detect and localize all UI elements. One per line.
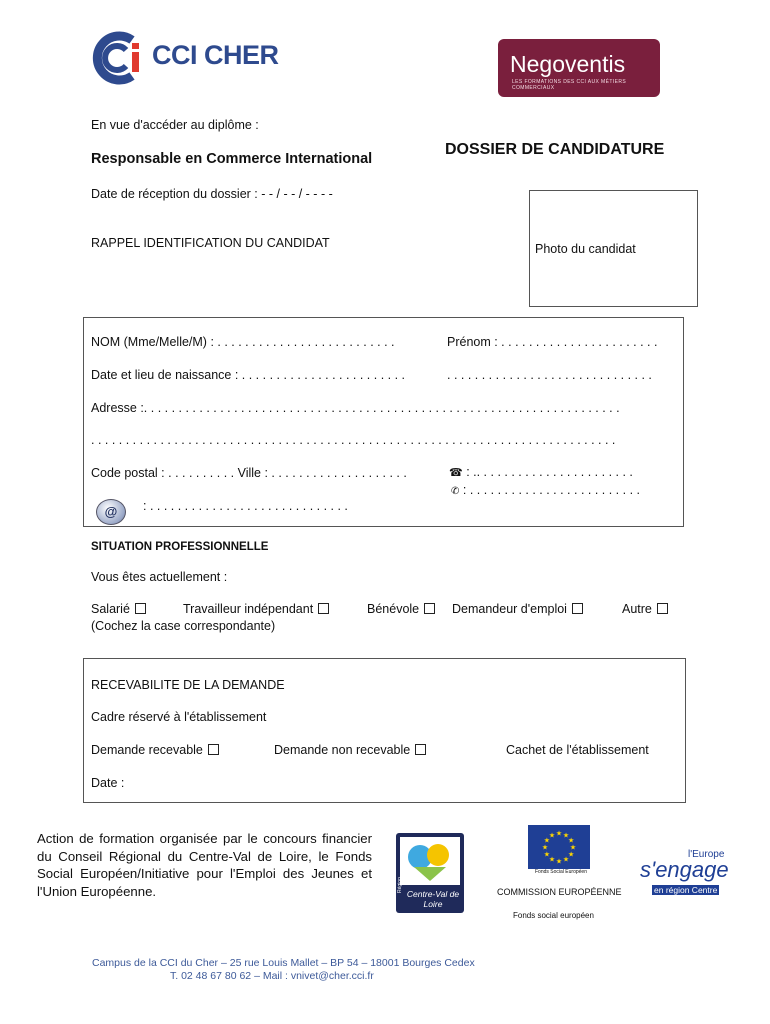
eu-stars-icon (528, 825, 590, 869)
mobile-row[interactable] (451, 483, 640, 497)
option-independant[interactable] (183, 602, 329, 616)
eu-flag-caption: Fonds Social Européen (535, 869, 587, 875)
eu-star-icon: ★ (567, 851, 575, 859)
europe-logo-mid: s'engage (640, 857, 729, 882)
recevable-option[interactable] (91, 743, 219, 757)
option-label: Travailleur indépendant (183, 602, 314, 616)
europe-engage-logo (640, 849, 730, 899)
eu-fund: Fonds social européen (513, 911, 594, 920)
eu-star-icon: ★ (562, 832, 570, 840)
europe-logo-bottom: en région Centre (654, 885, 718, 895)
option-label: Demandeur d'emploi (452, 602, 567, 616)
non-recevable-option[interactable] (274, 743, 426, 757)
photo-label: Photo du candidat (535, 242, 636, 256)
intro-text: En vue d'accéder au diplôme : (91, 118, 259, 132)
checkbox[interactable] (657, 603, 668, 614)
reserved-text: Cadre réservé à l'établissement (91, 710, 267, 724)
mobile-icon: ✆ (451, 486, 460, 497)
eu-star-icon: ★ (543, 837, 551, 845)
phone-icon: ☎ (449, 467, 463, 479)
region-logo-icon (400, 837, 460, 885)
phone-row[interactable] (449, 465, 633, 479)
prenom-field[interactable]: Prénom : . . . . . . . . . . . . . . . . . . . . . . . (447, 335, 658, 349)
situation-question: Vous êtes actuellement : (91, 570, 228, 584)
email-field[interactable]: : . . . . . . . . . . . . . . . . . . . . . . . . . . . . . (143, 499, 348, 513)
checkbox[interactable] (318, 603, 329, 614)
adresse-field[interactable]: Adresse :. . . . . . . . . . . . . . . . . . . . . . . . . . . . . . . . . . . . . . . . . . . . . . . . . . . . . . . . . . . . . . . . . . . . . (91, 401, 620, 415)
option-autre[interactable] (622, 602, 668, 616)
email-icon-glyph: @ (104, 504, 118, 519)
situation-title: SITUATION PROFESSIONNELLE (91, 541, 269, 553)
negoventis-tagline: LES FORMATIONS DES CCI AUX MÉTIERS COMMERCIAUX (512, 79, 627, 91)
adresse-continued[interactable]: . . . . . . . . . . . . . . . . . . . . . . . . . . . . . . . . . . . . . . . . . . . . . . . . . . . . . . . . . . . . . . . . . . . . . . . . . . . . (91, 433, 616, 447)
checkbox[interactable] (415, 744, 426, 755)
negoventis-logo (498, 39, 660, 97)
region-logo-text: Centre-Val de Loire (406, 889, 460, 909)
eu-star-icon: ★ (562, 856, 570, 864)
option-benevole[interactable] (367, 602, 435, 616)
europe-logo-top: l'Europe (688, 849, 725, 860)
option-label: Bénévole (367, 602, 420, 616)
cci-logo-text: CCI CHER (152, 40, 279, 70)
option-label: Demande non recevable (274, 743, 411, 757)
eu-flag (528, 825, 590, 869)
eu-star-icon: ★ (569, 844, 577, 852)
eu-commission: COMMISSION EUROPÉENNE (497, 887, 622, 897)
region-logo-side: Région (397, 877, 403, 893)
date-label: Date : (91, 776, 125, 790)
option-label: Demande recevable (91, 743, 203, 757)
eu-star-icon: ★ (548, 856, 556, 864)
region-logo (396, 833, 464, 913)
naissance-continued[interactable]: . . . . . . . . . . . . . . . . . . . . . . . . . . . . . . (447, 368, 652, 382)
rappel-heading: RAPPEL IDENTIFICATION DU CANDIDAT (91, 236, 330, 250)
cachet-label: Cachet de l'établissement (506, 743, 649, 757)
option-label: Salarié (91, 602, 130, 616)
eu-star-icon: ★ (555, 858, 563, 866)
eu-star-icon: ★ (567, 837, 575, 845)
checkbox[interactable] (208, 744, 219, 755)
eu-star-icon: ★ (555, 830, 563, 838)
eu-star-icon: ★ (541, 844, 549, 852)
nom-field[interactable]: NOM (Mme/Melle/M) : . . . . . . . . . . . . . . . . . . . . . . . . . . (91, 335, 395, 349)
funding-text: Action de formation organisée par le concours financier du Conseil Régional du Centre-Val de Loire, le Fonds Social Européen/Initiative pour l'Emploi des Jeunes et l'Union Européenne. (37, 831, 372, 899)
reception-date: Date de réception du dossier : - - / - - / - - - - (91, 187, 333, 201)
eu-star-icon: ★ (543, 851, 551, 859)
recevabilite-title: RECEVABILITE DE LA DEMANDE (91, 678, 285, 692)
naissance-field[interactable]: Date et lieu de naissance : . . . . . . . . . . . . . . . . . . . . . . . . (91, 368, 406, 382)
checkbox[interactable] (424, 603, 435, 614)
document-title: DOSSIER DE CANDIDATURE (445, 141, 665, 158)
option-salarie[interactable] (91, 602, 146, 616)
footer-contact: T. 02 48 67 80 62 – Mail : vnivet@cher.cci.fr (170, 970, 374, 982)
option-demandeur[interactable] (452, 602, 583, 616)
cci-logo-icon (88, 30, 146, 86)
footer-address: Campus de la CCI du Cher – 25 rue Louis Mallet – BP 54 – 18001 Bourges Cedex (92, 957, 475, 969)
checkbox[interactable] (135, 603, 146, 614)
code-ville-field[interactable]: Code postal : . . . . . . . . . . Ville : . . . . . . . . . . . . . . . . . . . . (91, 466, 407, 480)
situation-hint: (Cochez la case correspondante) (91, 619, 276, 633)
diploma-title: Responsable en Commerce International (91, 151, 373, 167)
option-label: Autre (622, 602, 652, 616)
mobile-field: : . . . . . . . . . . . . . . . . . . . . . . . . . (462, 483, 640, 497)
negoventis-logo-text: Negoventis (510, 51, 626, 77)
checkbox[interactable] (572, 603, 583, 614)
cci-logo (88, 30, 288, 86)
photo-box[interactable] (529, 190, 698, 307)
phone-field: : .. . . . . . . . . . . . . . . . . . . . . . . (466, 465, 633, 479)
email-icon (96, 499, 126, 525)
eu-star-icon: ★ (548, 832, 556, 840)
